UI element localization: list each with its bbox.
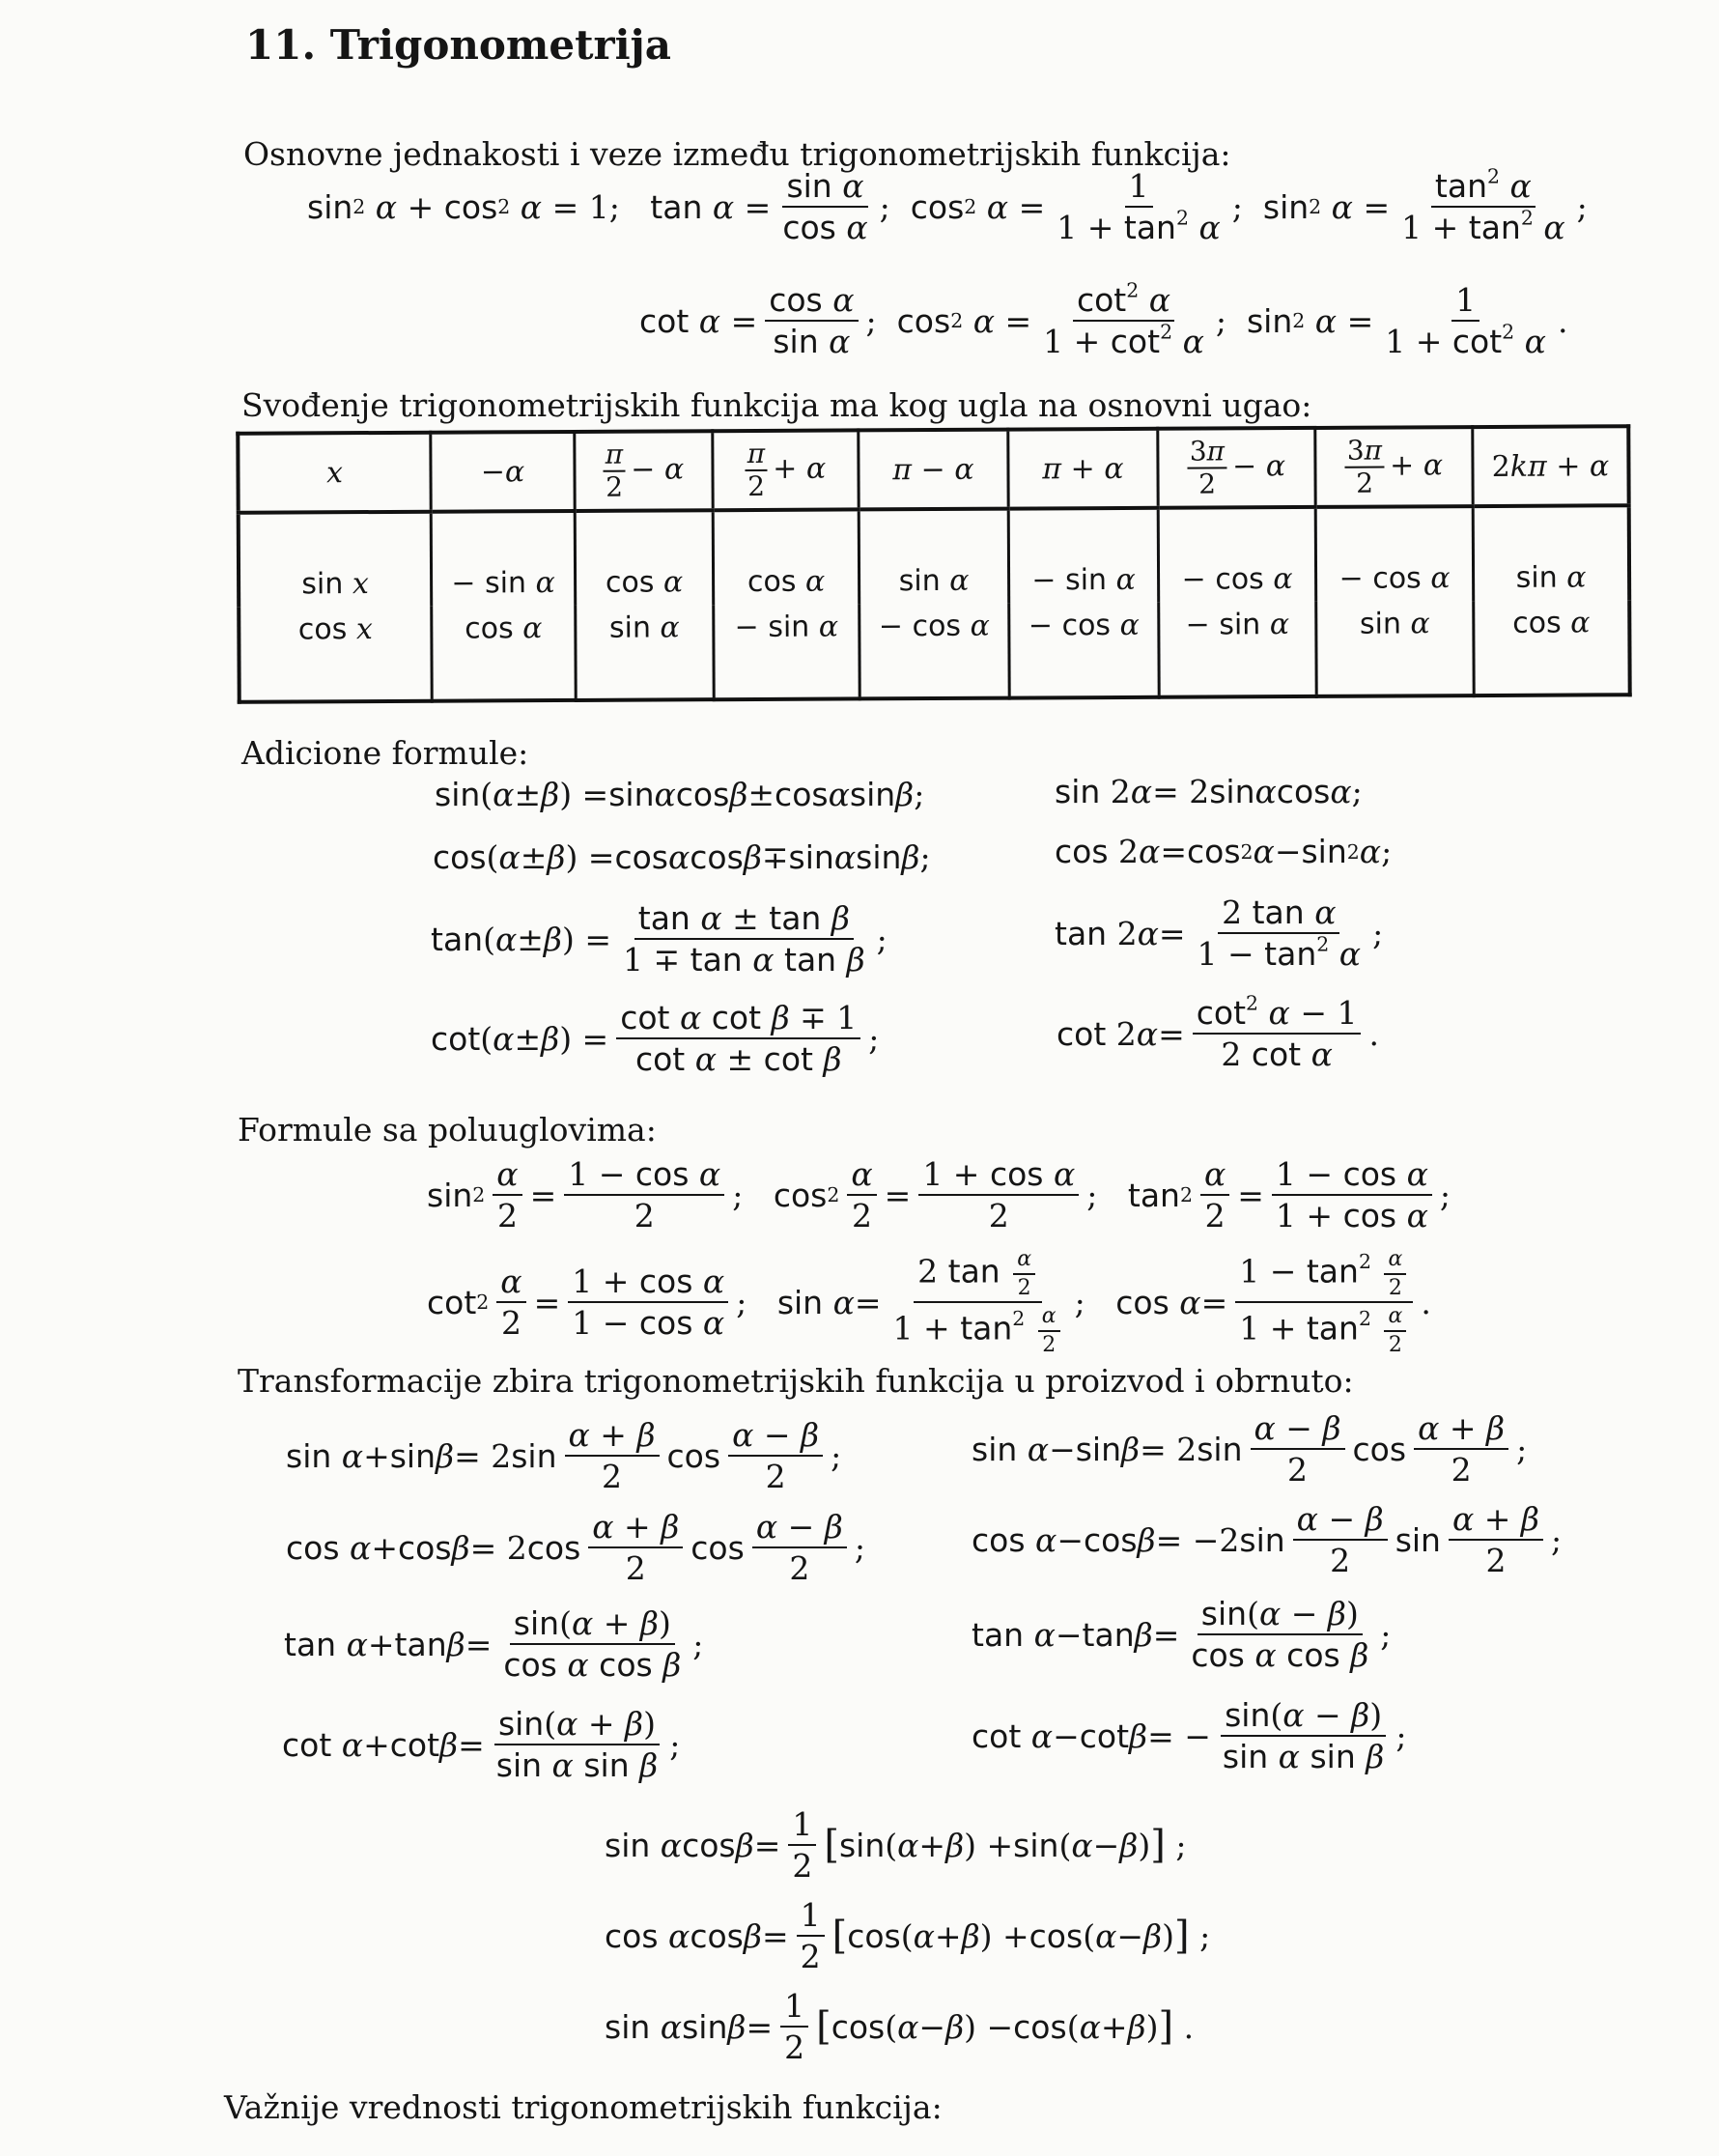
table-cell: − sin α bbox=[431, 511, 576, 607]
table-cell: − sin α bbox=[1008, 508, 1159, 604]
table-header-cell: $\frac{\pi}{2}$ + α bbox=[713, 430, 859, 510]
identity-row-2: cot α = $\frac{\text{cos α}}{\text{sin α}}$ ; cos 2 α = $\frac{\cot^2 \alpha}{1 + \cot^2 \alpha}$ ; sin 2 α = $\frac{1}{1 + \cot^2 \alpha}$ . bbox=[639, 278, 1568, 361]
section-title: 11. Trigonometrija bbox=[245, 21, 671, 69]
table-header-cell: −α bbox=[431, 432, 575, 512]
half-angle-row-1: sin 2 $\frac{\alpha}{2}$ = $\frac{\text{1 − cos α}}{2}$ ; cos 2 $\frac{\alpha}{2}$ = $\frac{\text{1 + cos α}}{2}$ ; tan 2 $\frac{\alpha}{2}$ = $\frac{\text{1 − cos α}}{\text{1 + cos α}}$ ; bbox=[427, 1155, 1451, 1235]
table-header-cell: π − α bbox=[859, 430, 1008, 510]
sum-tan-plus: tan α + tan β = $\frac{\sin(\alpha + \beta)}{\text{cos α cos β}}$ ; bbox=[284, 1604, 704, 1685]
table-cell: − cos α bbox=[1158, 507, 1316, 603]
table-cell: sin α bbox=[1316, 601, 1475, 696]
formula-cos-double: cos 2 α = cos 2 α − sin 2 α ; bbox=[1055, 833, 1393, 870]
product-sin-sin: sin α sin β = $\frac{1}{2}$ [ cos ( α − β ) − cos ( α + β ) ] . bbox=[605, 1987, 1195, 2067]
sum-sin-plus: sin α + sin β = 2 sin $\frac{\alpha + \beta}{2}$ cos $\frac{\alpha - \beta}{2}$ ; bbox=[286, 1416, 842, 1496]
formula-sin-double: sin 2 α = 2 sin α cos α ; bbox=[1055, 773, 1363, 810]
table-cell: cos α bbox=[713, 509, 860, 605]
sum-cos-minus: cos α − cos β = −2 sin $\frac{\alpha - \beta}{2}$ sin $\frac{\alpha + \beta}{2}$ ; bbox=[972, 1500, 1563, 1580]
table-header-row bbox=[238, 426, 1628, 513]
table-cell: sin α bbox=[1473, 505, 1629, 601]
table-header-cell: $\frac{3\pi}{2}$ + α bbox=[1315, 427, 1473, 507]
sum-cos-plus: cos α + cos β = 2 cos $\frac{\alpha + \beta}{2}$ cos $\frac{\alpha - \beta}{2}$ ; bbox=[286, 1508, 865, 1588]
product-cos-cos: cos α cos β = $\frac{1}{2}$ [ cos ( α + β ) + cos ( α − β ) ] ; bbox=[605, 1896, 1211, 1976]
table-cell: − cos α bbox=[1009, 603, 1160, 698]
table-cell: cos α bbox=[432, 606, 577, 701]
product-sin-cos: sin α cos β = $\frac{1}{2}$ [ sin ( α + β ) + sin ( α − β ) ] ; bbox=[605, 1805, 1187, 1886]
table-cell: − sin α bbox=[1159, 602, 1317, 697]
heading-poluuglovi: Formule sa poluuglovima: bbox=[238, 1111, 657, 1149]
table-cell: sin x bbox=[301, 567, 369, 602]
table-cell: cos α bbox=[575, 510, 714, 606]
table-cell: − cos α bbox=[1315, 506, 1474, 602]
table-row-cos bbox=[239, 600, 1629, 702]
table-cell: sin α bbox=[859, 509, 1009, 605]
identity-row-1: sin 2 α + cos 2 α = 1; tan α = $\frac{\text{sin α}}{\text{cos α}}$ ; cos 2 α = $\frac{1}{1 + \tan^2 \alpha}$ ; sin 2 α = $\frac{\tan^2 \alpha}{1 + \tan^2 \alpha}$ ; bbox=[307, 164, 1588, 247]
heading-transformacije: Transformacije zbira trigonometrijskih funkcija u proizvod i obrnuto: bbox=[238, 1362, 1354, 1400]
formula-cot-sum: cot ( α ± β ) = $\frac{\text{cot α cot β ∓ 1}}{\text{cot α ± cot β}}$ ; bbox=[431, 999, 880, 1079]
table-row-sin bbox=[239, 505, 1629, 608]
heading-vaznije: Važnije vrednosti trigonometrijskih funkcija: bbox=[224, 2088, 943, 2126]
sum-tan-minus: tan α − tan β = $\frac{\sin(\alpha - \beta)}{\text{cos α cos β}}$ ; bbox=[972, 1595, 1392, 1675]
heading-osnovne: Osnovne jednakosti i veze između trigonometrijskih funkcija: bbox=[243, 135, 1231, 173]
table-cell: cos α bbox=[1474, 600, 1630, 695]
half-angle-row-2: cot 2 $\frac{\alpha}{2}$ = $\frac{\text{1 + cos α}}{\text{1 − cos α}}$ ; sin α = 2 tan $\frac{\alpha}{2}$ $1 + \tan^2$ $\frac{\alpha}{2}$ ; cos α = $1 - \tan^2$ $\frac{\alpha}{2}$ $1 + \tan^2$ $\frac{\alpha}{2}$ . bbox=[427, 1247, 1431, 1357]
table-cell: cos x bbox=[297, 612, 373, 647]
sum-sin-minus: sin α − sin β = 2 sin $\frac{\alpha - \beta}{2}$ cos $\frac{\alpha + \beta}{2}$ ; bbox=[972, 1409, 1528, 1489]
table-cell: − sin α bbox=[714, 604, 860, 699]
formula-tan-double: tan 2 α = $\frac{\text{2 tan α}}{1 - \tan^2 \alpha}$ ; bbox=[1055, 894, 1384, 974]
table-header-cell: $\frac{\pi}{2}$ − α bbox=[575, 431, 713, 511]
formula-cos-sum: cos ( α ± β ) = cos α cos β ∓ sin α sin β ; bbox=[433, 838, 931, 876]
sum-cot-plus: cot α + cot β = $\frac{\sin(\alpha + \beta)}{\text{sin α sin β}}$ ; bbox=[282, 1705, 681, 1785]
table-header-cell: π + α bbox=[1008, 429, 1158, 509]
sum-cot-minus: cot α − cot β = − $\frac{\sin(\alpha - \beta)}{\text{sin α sin β}}$ ; bbox=[972, 1696, 1407, 1776]
heading-adicione: Adicione formule: bbox=[241, 734, 529, 772]
heading-svodjenje: Svođenje trigonometrijskih funkcija ma kog ugla na osnovni ugao: bbox=[241, 386, 1312, 424]
formula-tan-sum: tan ( α ± β ) = $\frac{\text{tan α ± tan β}}{\text{1 ∓ tan α tan β}}$ ; bbox=[431, 899, 888, 979]
formula-cot-double: cot 2 α = $\frac{\cot^2 \alpha - 1}{\text{2 cot α}}$ . bbox=[1057, 991, 1379, 1074]
table-cell: sin α bbox=[576, 605, 715, 700]
table-cell: − cos α bbox=[860, 604, 1010, 699]
table-header-cell: x bbox=[238, 433, 431, 513]
formula-sin-sum: sin ( α ± β ) = sin α cos β ± cos α sin β ; bbox=[435, 776, 925, 813]
reduction-table bbox=[236, 424, 1631, 704]
table-header-cell: $\frac{3\pi}{2}$ − α bbox=[1158, 428, 1315, 508]
table-header-cell: 2kπ + α bbox=[1473, 426, 1629, 506]
